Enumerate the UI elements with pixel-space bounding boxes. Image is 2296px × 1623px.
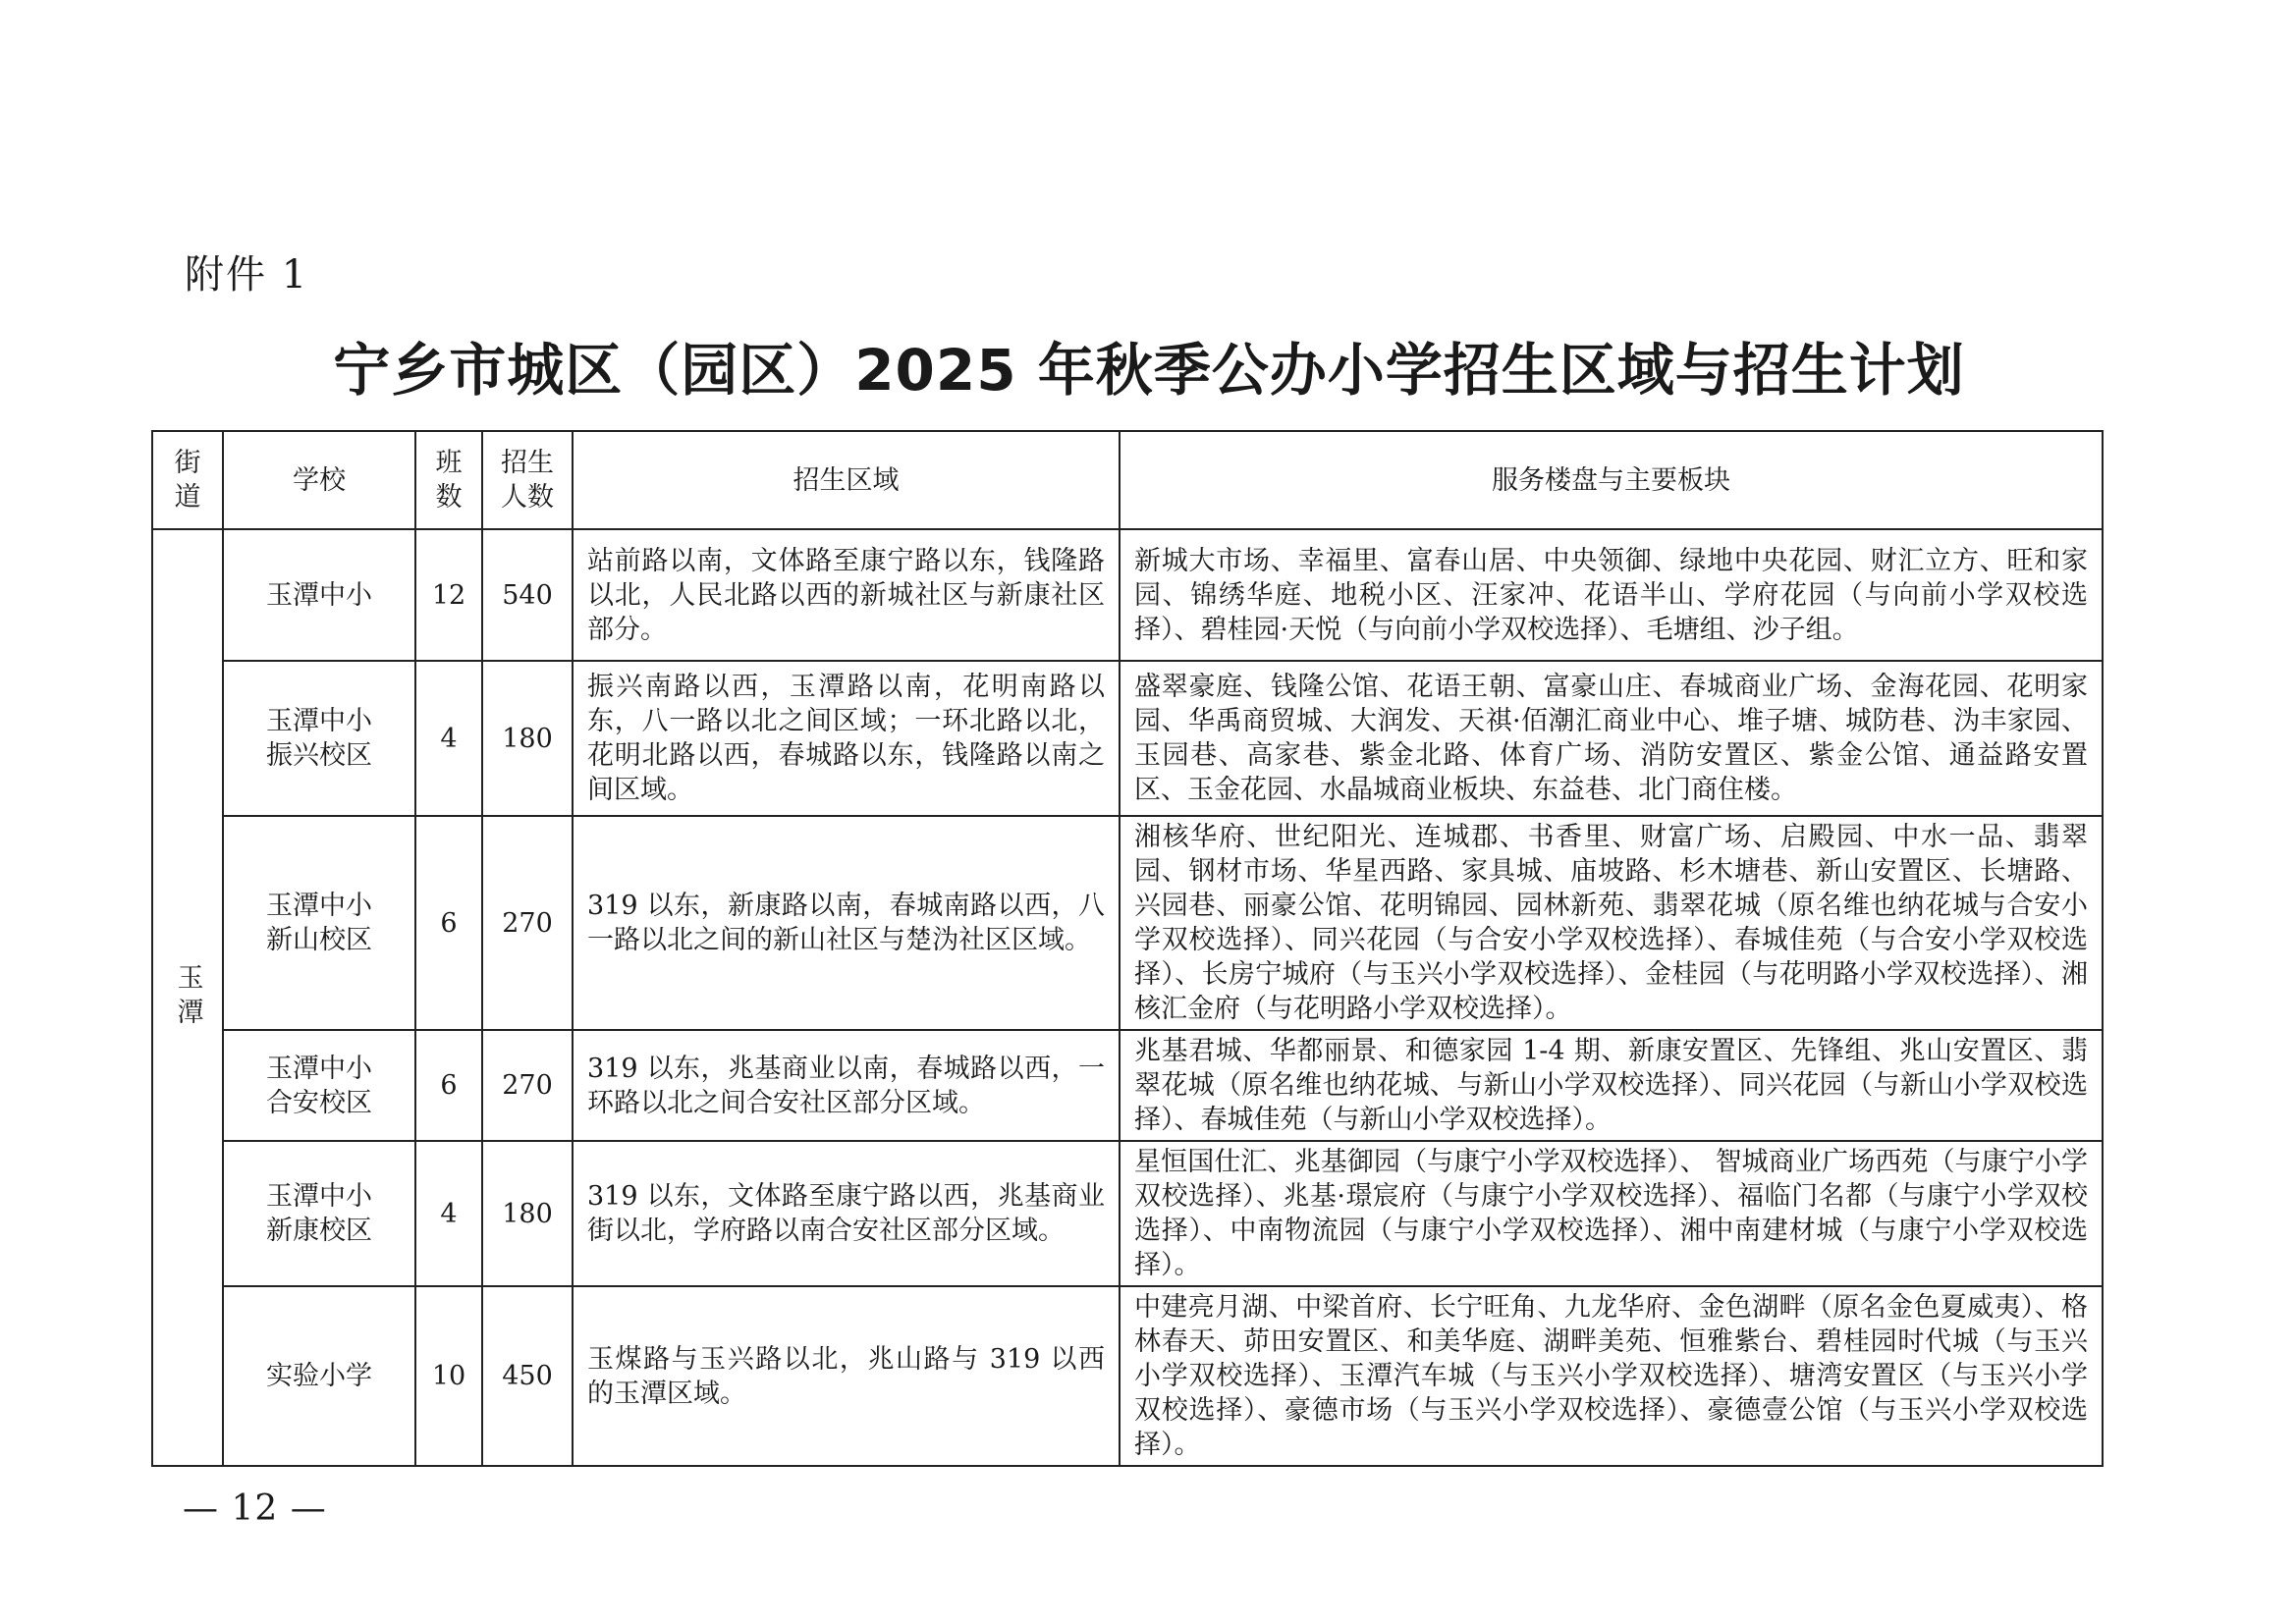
class-count: 6 <box>415 1030 482 1141</box>
class-count: 4 <box>415 661 482 816</box>
page-number: — 12 — <box>183 1488 327 1529</box>
school-name: 玉潭中小新康校区 <box>223 1141 415 1286</box>
class-count: 6 <box>415 816 482 1030</box>
service-estates: 星恒国仕汇、兆基御园（与康宁小学双校选择）、 智城商业广场西苑（与康宁小学双校选择）、兆基·璟宸府（与康宁小学双校选择）、福临门名都（与康宁小学双校选择）、中南物流园（与康宁小学双校选择）、湘中南建材城（与康宁小学双校选择）。 <box>1120 1141 2103 1286</box>
enrollment-area: 玉煤路与玉兴路以北，兆山路与 319 以西的玉潭区域。 <box>573 1286 1120 1466</box>
enrollment-count: 540 <box>482 529 573 661</box>
enrollment-area: 319 以东，新康路以南，春城南路以西，八一路以北之间的新山社区与楚沩社区区域。 <box>573 816 1120 1030</box>
service-estates: 湘核华府、世纪阳光、连城郡、书香里、财富广场、启殿园、中水一品、翡翠园、钢材市场、华星西路、家具城、庙坡路、杉木塘巷、新山安置区、长塘路、兴园巷、丽豪公馆、花明锦园、园林新苑、翡翠花城（原名维也纳花城与合安小学双校选择）、同兴花园（与合安小学双校选择）、春城佳苑（与合安小学双校选择）、长房宁城府（与玉兴小学双校选择）、金桂园（与花明路小学双校选择）、湘核汇金府（与花明路小学双校选择）。 <box>1120 816 2103 1030</box>
table-row <box>152 661 2103 816</box>
school-name: 玉潭中小合安校区 <box>223 1030 415 1141</box>
class-count: 10 <box>415 1286 482 1466</box>
class-count: 12 <box>415 529 482 661</box>
enrollment-area: 站前路以南，文体路至康宁路以东，钱隆路以北，人民北路以西的新城社区与新康社区部分。 <box>573 529 1120 661</box>
header-street: 街道 <box>152 431 223 529</box>
street-name: 玉潭 <box>172 963 203 1032</box>
table-row <box>152 529 2103 661</box>
enrollment-count: 270 <box>482 1030 573 1141</box>
service-estates: 兆基君城、华都丽景、和德家园 1-4 期、新康安置区、先锋组、兆山安置区、翡翠花城（原名维也纳花城、与新山小学双校选择）、同兴花园（与新山小学双校选择）、春城佳苑（与新山小学双校选择）。 <box>1120 1030 2103 1141</box>
header-estates: 服务楼盘与主要板块 <box>1120 431 2103 529</box>
document-title: 宁乡市城区（园区）2025 年秋季公办小学招生区域与招生计划 <box>333 337 1965 404</box>
table-row <box>152 1030 2103 1141</box>
class-count: 4 <box>415 1141 482 1286</box>
attachment-label: 附件 1 <box>185 252 309 298</box>
enrollment-area: 振兴南路以西，玉潭路以南，花明南路以东，八一路以北之间区域；一环北路以北，花明北路以西，春城路以东，钱隆路以南之间区域。 <box>573 661 1120 816</box>
enrollment-count: 450 <box>482 1286 573 1466</box>
service-estates: 盛翠豪庭、钱隆公馆、花语王朝、富豪山庄、春城商业广场、金海花园、花明家园、华禹商贸城、大润发、天祺·佰潮汇商业中心、堆子塘、城防巷、沩丰家园、玉园巷、高家巷、紫金北路、体育广场、消防安置区、紫金公馆、通益路安置区、玉金花园、水晶城商业板块、东益巷、北门商住楼。 <box>1120 661 2103 816</box>
enrollment-count: 180 <box>482 1141 573 1286</box>
enrollment-table <box>151 430 2104 1467</box>
table-row <box>152 1141 2103 1286</box>
service-estates: 新城大市场、幸福里、富春山居、中央领御、绿地中央花园、财汇立方、旺和家园、锦绣华庭、地税小区、汪家冲、花语半山、学府花园（与向前小学双校选择）、碧桂园·天悦（与向前小学双校选择）、毛塘组、沙子组。 <box>1120 529 2103 661</box>
header-classes: 班数 <box>415 431 482 529</box>
school-name: 玉潭中小新山校区 <box>223 816 415 1030</box>
enrollment-count: 180 <box>482 661 573 816</box>
enrollment-area: 319 以东，文体路至康宁路以西，兆基商业街以北，学府路以南合安社区部分区域。 <box>573 1141 1120 1286</box>
enrollment-area: 319 以东，兆基商业以南，春城路以西，一环路以北之间合安社区部分区域。 <box>573 1030 1120 1141</box>
header-school: 学校 <box>223 431 415 529</box>
enrollment-count: 270 <box>482 816 573 1030</box>
table-header-row <box>152 431 2103 529</box>
service-estates: 中建亮月湖、中梁首府、长宁旺角、九龙华府、金色湖畔（原名金色夏威夷）、格林春天、茆田安置区、和美华庭、湖畔美苑、恒雅紫台、碧桂园时代城（与玉兴小学双校选择）、玉潭汽车城（与玉兴小学双校选择）、塘湾安置区（与玉兴小学双校选择）、豪德市场（与玉兴小学双校选择）、豪德壹公馆（与玉兴小学双校选择）。 <box>1120 1286 2103 1466</box>
school-name: 实验小学 <box>223 1286 415 1466</box>
street-cell <box>152 529 223 1466</box>
table-row <box>152 816 2103 1030</box>
school-name: 玉潭中小振兴校区 <box>223 661 415 816</box>
school-name: 玉潭中小 <box>223 529 415 661</box>
header-enrollment: 招生人数 <box>482 431 573 529</box>
table-row <box>152 1286 2103 1466</box>
header-area: 招生区域 <box>573 431 1120 529</box>
